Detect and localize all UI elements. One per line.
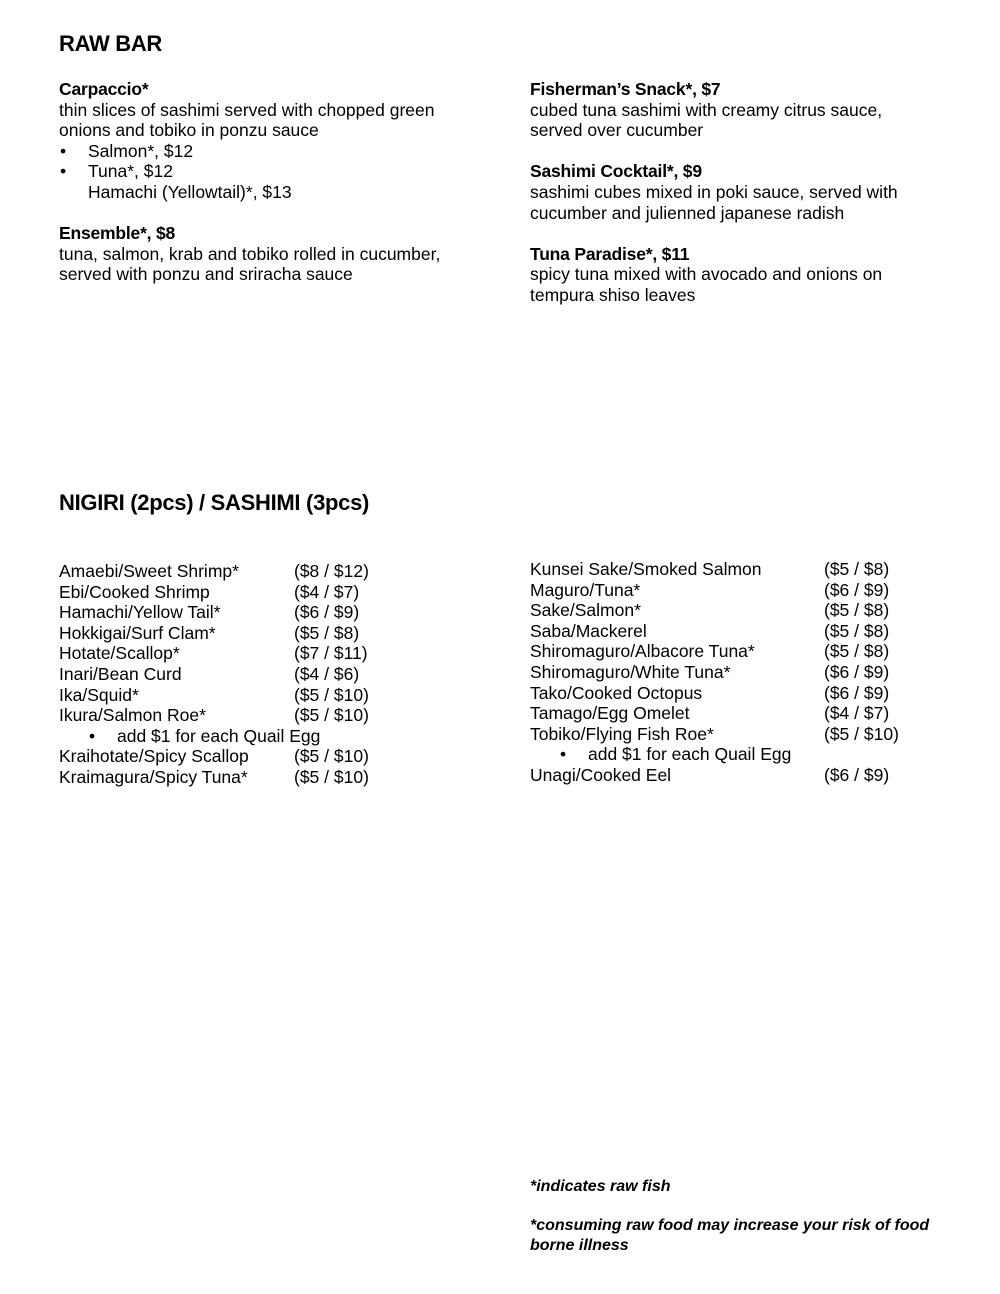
quail-egg-note <box>59 726 499 747</box>
item-price: ($6 / $9) <box>824 764 890 785</box>
nigiri-left-column <box>59 561 499 788</box>
menu-row <box>530 600 970 621</box>
item-name: Kraihotate/Spicy Scallop <box>59 746 249 767</box>
item-name: Ikura/Salmon Roe* <box>59 705 206 726</box>
menu-row <box>59 685 499 706</box>
item-name: Tobiko/Flying Fish Roe* <box>530 723 714 744</box>
nigiri-heading: NIGIRI (2pcs) / SASHIMI (3pcs) <box>59 490 370 515</box>
menu-row <box>530 559 970 580</box>
raw-fish-footnote: *indicates raw fish <box>530 1178 671 1195</box>
raw-food-warning-line: *consuming raw food may increase your risk of food <box>530 1217 930 1234</box>
bullet-icon: • <box>560 744 567 765</box>
raw-food-warning-line: borne illness <box>530 1236 629 1254</box>
item-price: ($5 / $10) <box>294 705 369 726</box>
item-name: Ebi/Cooked Shrimp <box>59 581 210 602</box>
item-price: ($5 / $8) <box>824 641 890 662</box>
item-price: ($5 / $10) <box>294 684 369 705</box>
raw-bar-right-column <box>530 79 960 326</box>
ensemble-desc-line: served with ponzu and sriracha sauce <box>59 264 353 285</box>
carpaccio-item <box>59 79 499 203</box>
carpaccio-desc-line: onions and tobiko in ponzu sauce <box>59 120 319 141</box>
menu-row <box>530 641 970 662</box>
carpaccio-option-tuna: • Tuna*, $12 <box>59 161 499 182</box>
menu-row <box>530 703 970 724</box>
tuna-paradise-desc-line: spicy tuna mixed with avocado and onions on <box>530 264 883 285</box>
item-name: Amaebi/Sweet Shrimp* <box>59 561 239 581</box>
fishermans-snack-item <box>530 79 960 141</box>
tuna-paradise-item <box>530 244 960 306</box>
item-price: ($4 / $6) <box>294 663 360 684</box>
item-price: ($7 / $11) <box>294 643 368 664</box>
fishermans-snack-title: Fisherman’s Snack*, $7 <box>530 79 721 99</box>
item-price: ($6 / $9) <box>824 682 890 703</box>
item-price: ($8 / $12) <box>294 561 369 581</box>
item-name: Kraimagura/Spicy Tuna* <box>59 766 248 787</box>
item-name: Shiromaguro/Albacore Tuna* <box>530 641 755 662</box>
ensemble-item <box>59 223 499 285</box>
menu-row <box>59 602 499 623</box>
raw-bar-heading: RAW BAR <box>59 31 163 56</box>
item-price: ($4 / $7) <box>824 703 890 724</box>
item-name: Unagi/Cooked Eel <box>530 764 672 785</box>
item-price: ($4 / $7) <box>294 581 360 602</box>
item-name: Tako/Cooked Octopus <box>530 682 703 703</box>
item-name: Hokkigai/Surf Clam* <box>59 622 216 643</box>
carpaccio-option-salmon: • Salmon*, $12 <box>59 141 499 162</box>
item-price: ($6 / $9) <box>824 579 890 600</box>
item-price: ($5 / $8) <box>824 620 890 641</box>
sashimi-cocktail-desc-line: cucumber and julienned japanese radish <box>530 202 845 223</box>
sashimi-cocktail-title: Sashimi Cocktail*, $9 <box>530 161 702 182</box>
item-name: Saba/Mackerel <box>530 620 647 641</box>
nigiri-right-column <box>530 559 970 786</box>
tuna-paradise-desc-line: tempura shiso leaves <box>530 284 696 305</box>
tuna-paradise-title: Tuna Paradise*, $11 <box>530 243 690 264</box>
item-price: ($5 / $8) <box>294 622 360 643</box>
menu-row <box>530 662 970 683</box>
sashimi-cocktail-item <box>530 161 960 223</box>
menu-row <box>59 643 499 664</box>
carpaccio-option-hamachi: Hamachi (Yellowtail)*, $13 <box>88 181 292 202</box>
item-name: Shiromaguro/White Tuna* <box>530 661 731 682</box>
raw-bar-left-column <box>59 79 499 306</box>
sashimi-cocktail-desc-line: sashimi cubes mixed in poki sauce, served with <box>530 181 898 202</box>
menu-row <box>59 623 499 644</box>
carpaccio-options <box>59 141 499 203</box>
item-price: ($5 / $10) <box>294 766 369 787</box>
menu-row <box>530 683 970 704</box>
menu-row <box>530 580 970 601</box>
menu-row <box>530 724 970 745</box>
item-name: Hotate/Scallop* <box>59 643 180 664</box>
menu-row <box>530 765 970 786</box>
note-text: add $1 for each Quail Egg <box>588 744 792 765</box>
menu-row <box>59 746 499 767</box>
item-name: Inari/Bean Curd <box>59 663 182 684</box>
note-text: add $1 for each Quail Egg <box>117 725 321 746</box>
ensemble-title: Ensemble*, $8 <box>59 223 176 244</box>
menu-row <box>59 767 499 788</box>
menu-row <box>59 705 499 726</box>
item-name: Ika/Squid* <box>59 684 139 705</box>
item-name: Sake/Salmon* <box>530 600 641 621</box>
item-price: ($5 / $8) <box>824 559 890 579</box>
bullet-icon: • <box>89 725 96 746</box>
fishermans-snack-desc-line: served over cucumber <box>530 120 704 141</box>
item-price: ($6 / $9) <box>824 661 890 682</box>
item-name: Tamago/Egg Omelet <box>530 703 690 724</box>
menu-row <box>59 582 499 603</box>
ensemble-desc-line: tuna, salmon, krab and tobiko rolled in cucumber, <box>59 243 441 264</box>
item-name: Hamachi/Yellow Tail* <box>59 602 221 623</box>
menu-row <box>59 561 499 582</box>
item-price: ($5 / $8) <box>824 600 890 621</box>
fishermans-snack-desc-line: cubed tuna sashimi with creamy citrus sauce, <box>530 99 883 120</box>
carpaccio-title: Carpaccio* <box>59 79 149 99</box>
item-price: ($6 / $9) <box>294 602 360 623</box>
carpaccio-desc-line: thin slices of sashimi served with chopped green <box>59 99 435 120</box>
item-price: ($5 / $10) <box>824 723 899 744</box>
footnotes <box>530 1177 970 1255</box>
item-name: Maguro/Tuna* <box>530 579 641 600</box>
menu-row <box>530 621 970 642</box>
menu-row <box>59 664 499 685</box>
quail-egg-note <box>530 744 970 765</box>
item-name: Kunsei Sake/Smoked Salmon <box>530 559 762 579</box>
item-price: ($5 / $10) <box>294 746 369 767</box>
